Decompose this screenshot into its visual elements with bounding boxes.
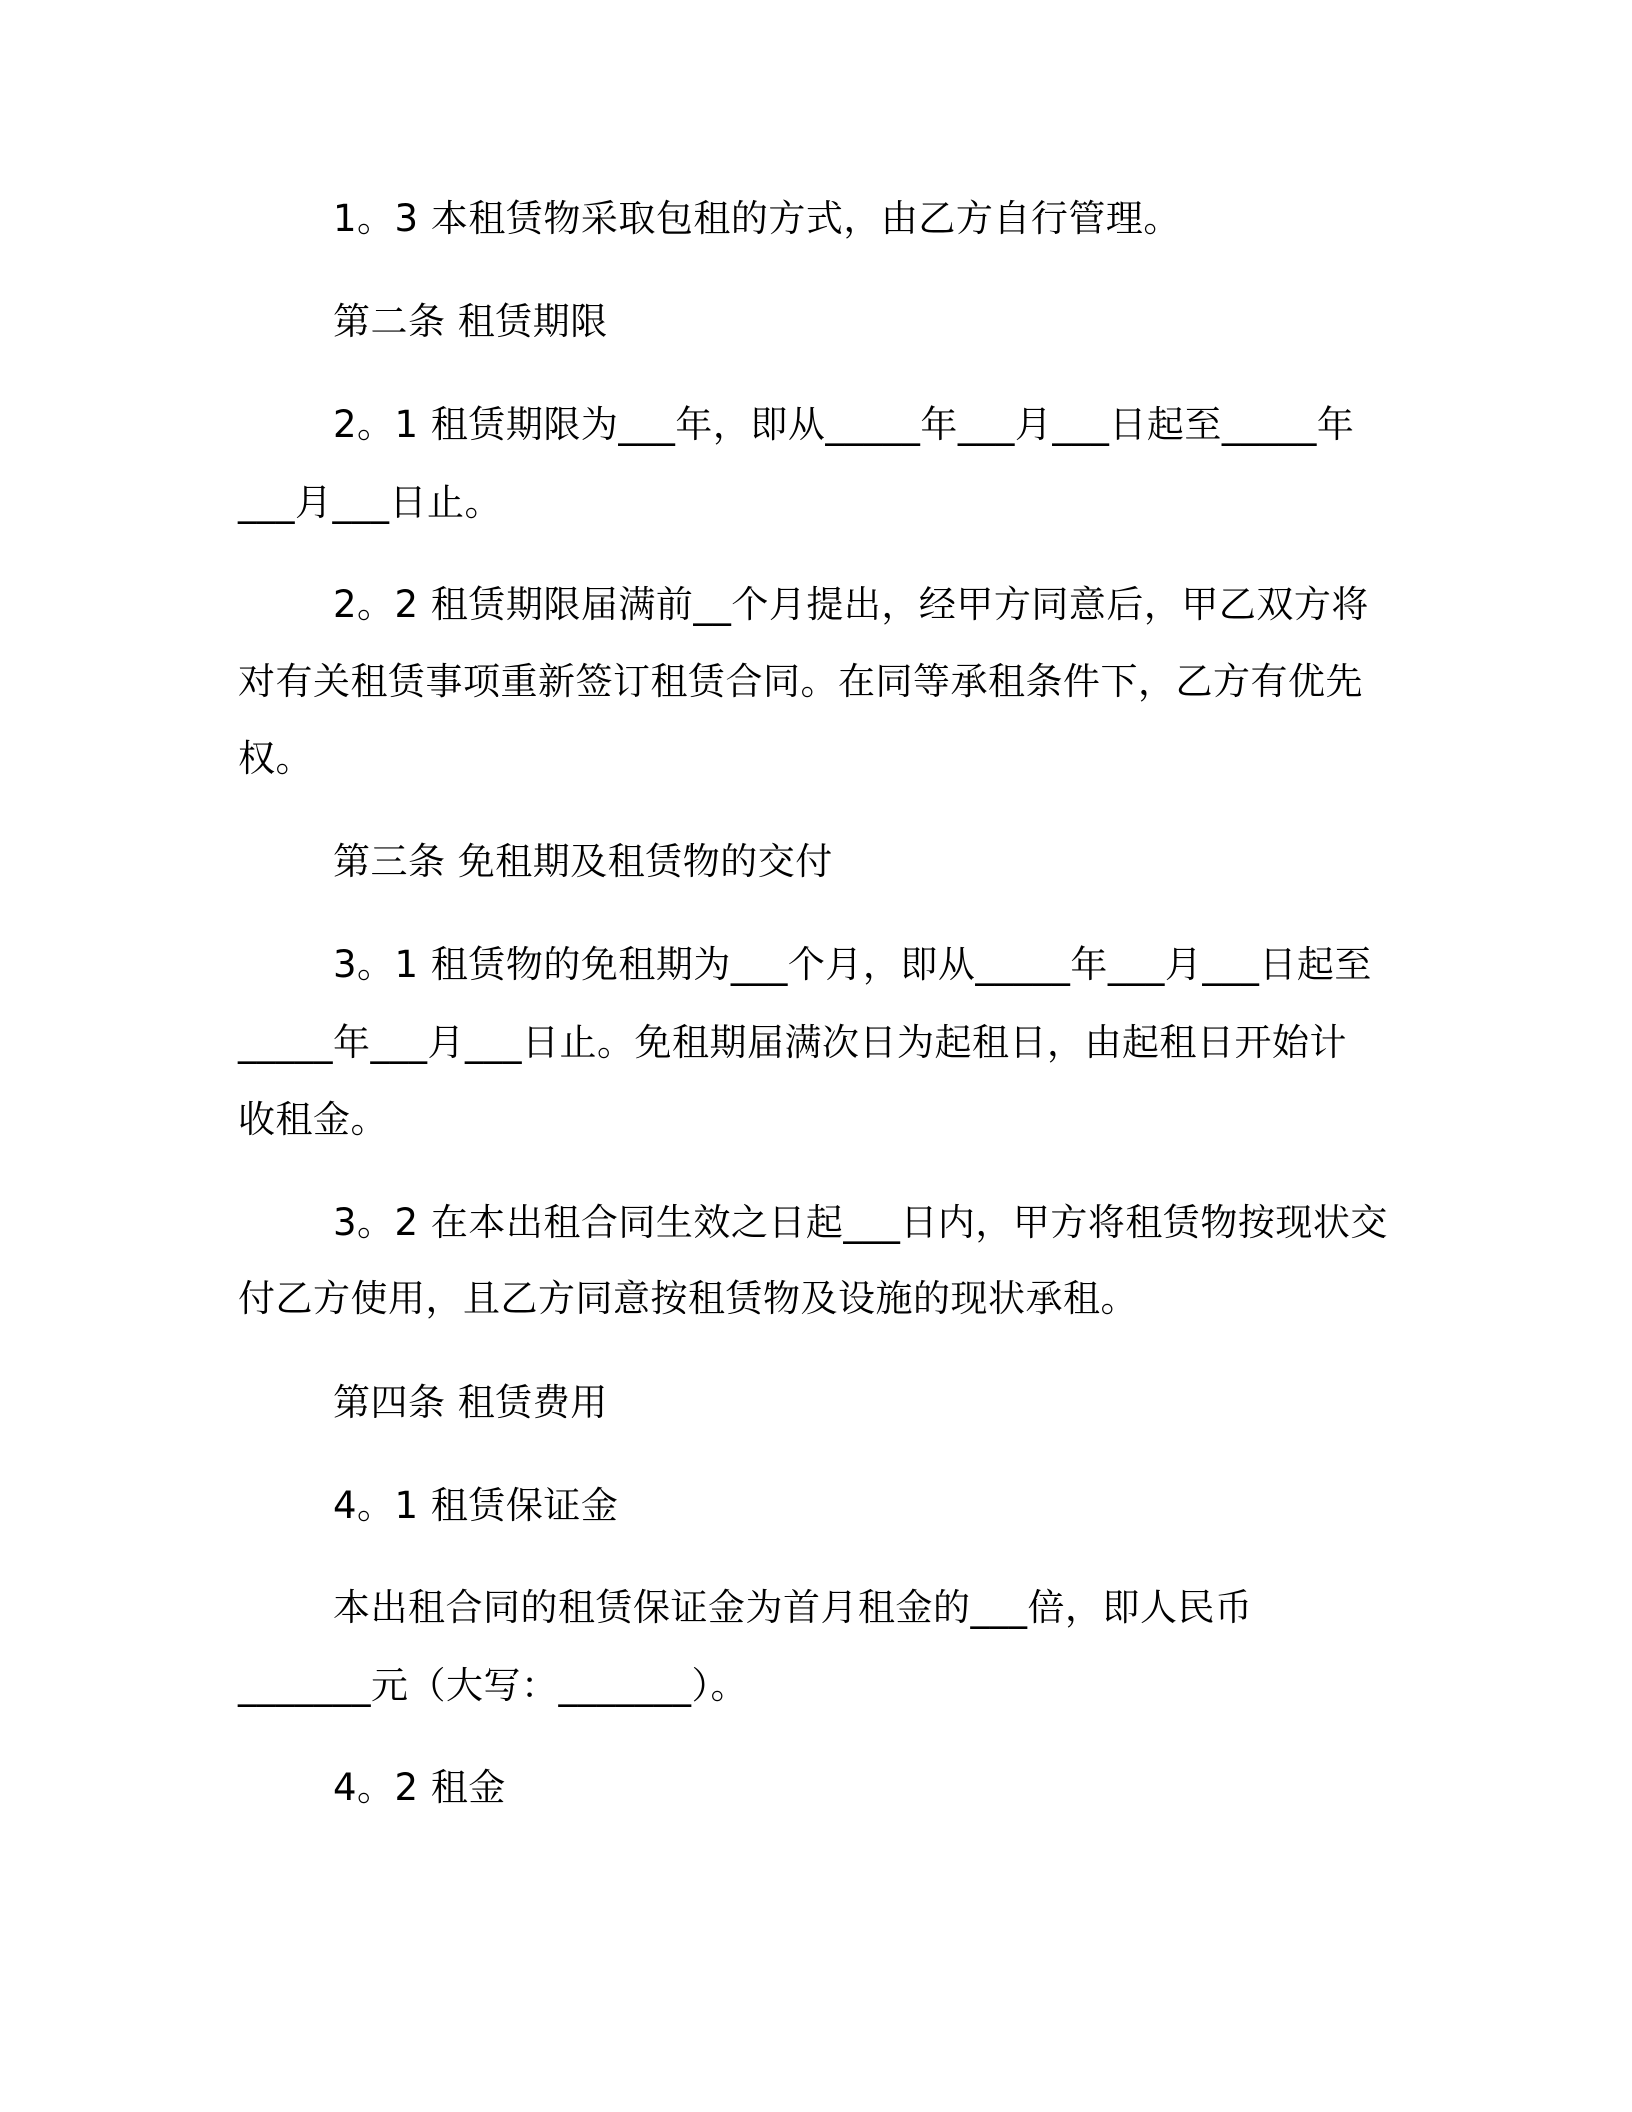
clause-3-2-line-2: 付乙方使用，且乙方同意按租赁物及设施的现状承租。	[238, 1277, 1138, 1320]
clause-3-1-line-2: _____年___月___日止。免租期届满次日为起租日，由起租日开始计	[238, 1021, 1347, 1064]
clause-3-1-line-1: 3。1 租赁物的免租期为___个月，即从_____年___月___日起至	[333, 943, 1372, 986]
clause-2-2-line-3: 权。	[238, 737, 313, 780]
clause-4-2-heading: 4。2 租金	[333, 1766, 506, 1809]
clause-4-1-line-1: 本出租合同的租赁保证金为首月租金的___倍，即人民币	[333, 1586, 1253, 1629]
clause-2-1-line-2: ___月___日止。	[238, 481, 502, 524]
clause-4-1-line-2: _______元（大写：_______）。	[238, 1664, 748, 1707]
article-4-heading: 第四条 租赁费用	[333, 1381, 608, 1424]
clause-2-2-line-2: 对有关租赁事项重新签订租赁合同。在同等承租条件下，乙方有优先	[238, 660, 1363, 703]
clause-2-1-line-1: 2。1 租赁期限为___年，即从_____年___月___日起至_____年	[333, 403, 1355, 446]
clause-2-2-line-1: 2。2 租赁期限届满前__个月提出，经甲方同意后，甲乙双方将	[333, 583, 1369, 626]
article-2-heading: 第二条 租赁期限	[333, 300, 608, 343]
clause-3-2-line-1: 3。2 在本出租合同生效之日起___日内，甲方将租赁物按现状交	[333, 1201, 1388, 1244]
article-3-heading: 第三条 免租期及租赁物的交付	[333, 840, 833, 883]
clause-4-1-heading: 4。1 租赁保证金	[333, 1484, 619, 1527]
clause-3-1-line-3: 收租金。	[238, 1098, 388, 1141]
clause-1-3: 1。3 本租赁物采取包租的方式，由乙方自行管理。	[333, 197, 1181, 240]
